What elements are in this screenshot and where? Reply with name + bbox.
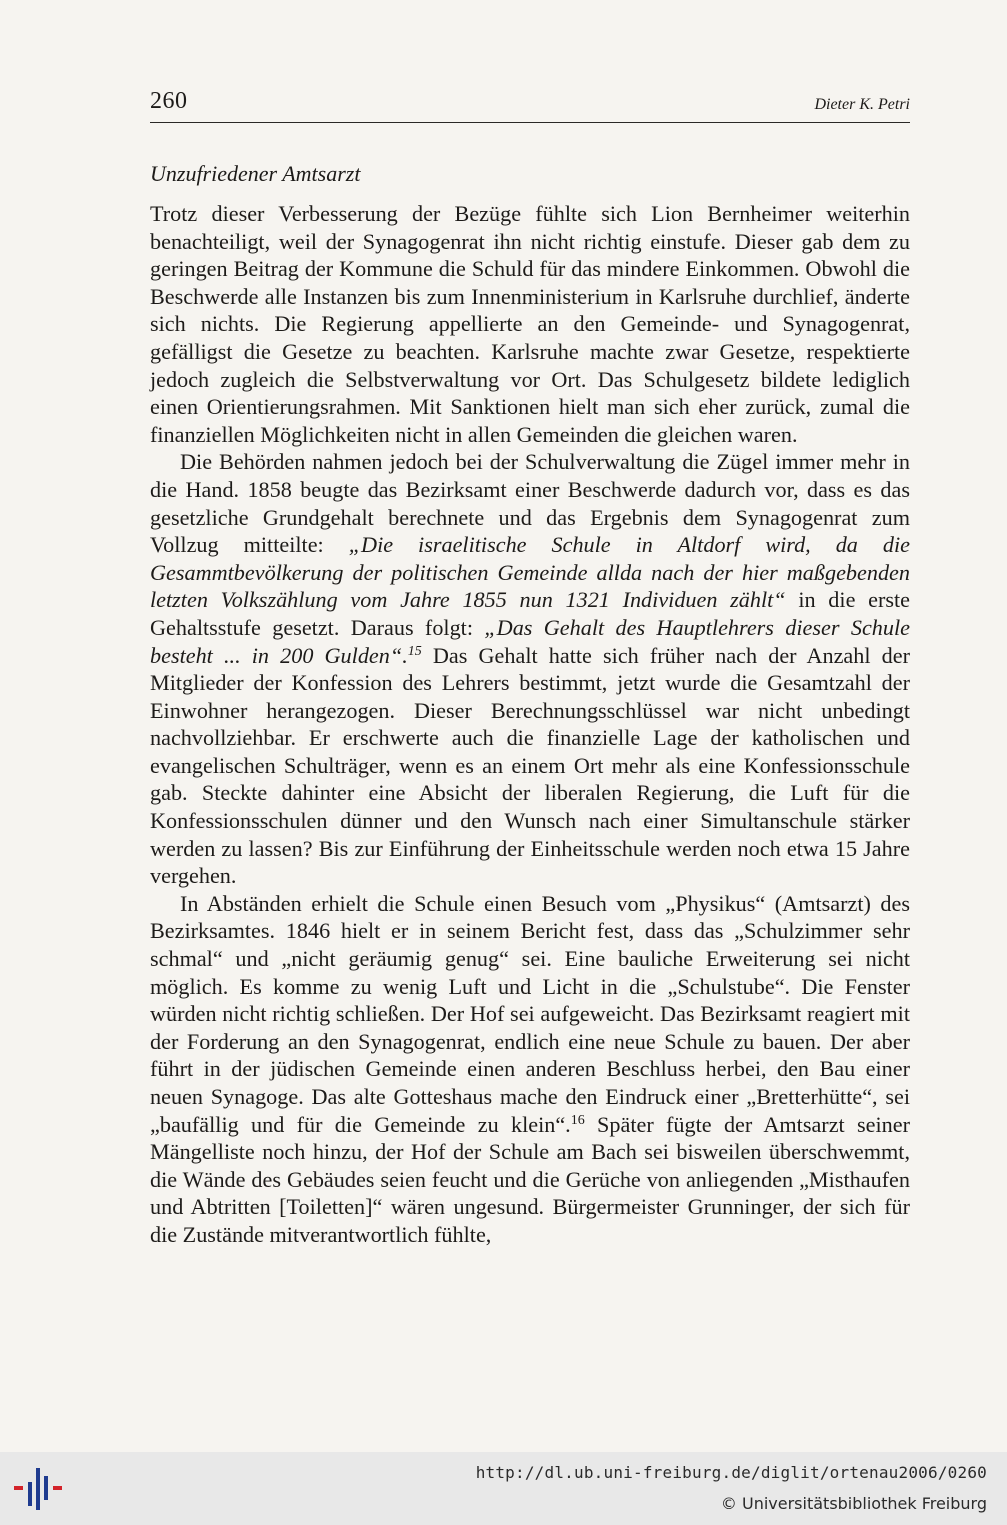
paragraph-2-text-c: Das Gehalt hatte sich früher nach der Anzahl der Mitglieder der Konfession des Lehrers bestimmt, jetzt wurde die Gesamtzahl der Einwohner herangezogen. Dieser Berechnungsschlüssel war nicht unbedingt nachvollziehbar. Er erschwerte auch die finanzielle Lage der katholischen und evangelischen Schulträger, wenn es an einem Ort mehr als eine Konfessionsschule gab. Steckte dahinter eine Absicht der liberalen Regierung, die Luft für die Konfessionsschulen dünner und den Wunsch nach einer Simultanschule stärker werden zu lassen? Bis zur Einführung der Einheitsschule werden noch etwa 15 Jahre vergehen. bbox=[150, 642, 910, 889]
paragraph-3 bbox=[150, 890, 910, 1249]
page-number: 260 bbox=[150, 88, 188, 114]
source-url-link[interactable]: http://dl.ub.uni-freiburg.de/diglit/ortenau2006/0260 bbox=[475, 1463, 987, 1482]
footnote-ref-16: 16 bbox=[570, 1112, 585, 1128]
quote-teacher-salary: „Das Gehalt des Hauptlehrers dieser Schule besteht ... in 200 Gulden“. bbox=[150, 614, 910, 668]
paragraph-3-text-a: In Abständen erhielt die Schule einen Besuch vom „Physikus“ (Amtsarzt) des Bezirksamtes. 1846 hielt er in seinem Bericht fest, dass das „Schulzimmer sehr schmal“ und „nicht geräumig genug“ sei. Eine bauliche Erweiterung sei nicht möglich. Es komme zu wenig Luft und Licht in die „Schulstube“. Die Fenster würden nicht richtig schließen. Der Hof sei aufgeweicht. Das Bezirksamt reagiert mit der Forderung an den Synagogenrat, endlich eine neue Schule zu bauen. Der aber führt in der jüdischen Gemeinde einen anderen Beschluss herbei, den Bau einer neuen Synagoge. Das alte Gotteshaus mache den Eindruck einer „Bretterhütte“, sei „baufällig und für die Gemeinde zu klein“. bbox=[150, 890, 910, 1137]
section-heading: Unzufriedener Amtsarzt bbox=[150, 161, 361, 186]
quote-altdorf-census: „Die israelitische Schule in Altdorf wird, da die Gesammtbevölkerung der politischen Gemeinde allda nach der hier maßgebenden letzten Volkszählung vom Jahre 1855 nun 1321 Individuen zählt“ bbox=[150, 532, 910, 613]
footnote-ref-15: 15 bbox=[407, 643, 422, 659]
footer-bar bbox=[0, 1452, 1007, 1525]
copyright-notice: © Universitätsbibliothek Freiburg bbox=[720, 1494, 987, 1513]
paragraph-2-text-b: in die erste Gehaltsstufe gesetzt. Daraus folgt: bbox=[150, 587, 910, 640]
paragraph-1: Trotz dieser Verbesserung der Bezüge fühlte sich Lion Bernheimer weiterhin benachteiligt, weil der Synagogenrat ihn nicht richtig einstufe. Dieser gab dem zu geringen Beitrag der Kommune die Schuld für das mindere Einkommen. Obwohl die Beschwerde alle Instanzen bis zum Innenministerium in Karlsruhe durchlief, änderte sich nichts. Die Regierung appellierte an den Gemeinde- und Synagogenrat, gefälligst die Gesetze zu beachten. Karlsruhe machte zwar Gesetze, respektierte jedoch zugleich die Selbstverwaltung vor Ort. Das Schulgesetz bildete lediglich einen Orientierungsrahmen. Mit Sanktionen hielt man sich eher zurück, zumal die finanziellen Möglichkeiten nicht in allen Gemeinden die gleichen waren. bbox=[150, 201, 910, 447]
page-body bbox=[150, 158, 910, 1249]
paragraph-3-text-b: Später fügte der Amtsarzt seiner Mängelliste noch hinzu, der Hof der Schule am Bach sei bisweilen überschwemmt, die Wände des Gebäudes seien feucht und die Gerüche von anliegenden „Misthaufen und Abtritten [Toiletten]“ wären ungesund. Bürgermeister Grunninger, der sich für die Zustände mitverantwortlich fühlte, bbox=[150, 1111, 910, 1247]
ub-freiburg-logo-icon[interactable] bbox=[12, 1464, 64, 1514]
running-author: Dieter K. Petri bbox=[814, 96, 910, 113]
running-header bbox=[150, 88, 910, 123]
paragraph-2-text-a: Die Behörden nahmen jedoch bei der Schulverwaltung die Zügel immer mehr in die Hand. 1858 beugte das Bezirksamt einer Beschwerde dadurch vor, dass es das gesetzliche Grundgehalt berechnete und das Ergebnis dem Synagogenrat zum Vollzug mitteilte: bbox=[150, 449, 910, 558]
paragraph-2 bbox=[150, 448, 910, 890]
